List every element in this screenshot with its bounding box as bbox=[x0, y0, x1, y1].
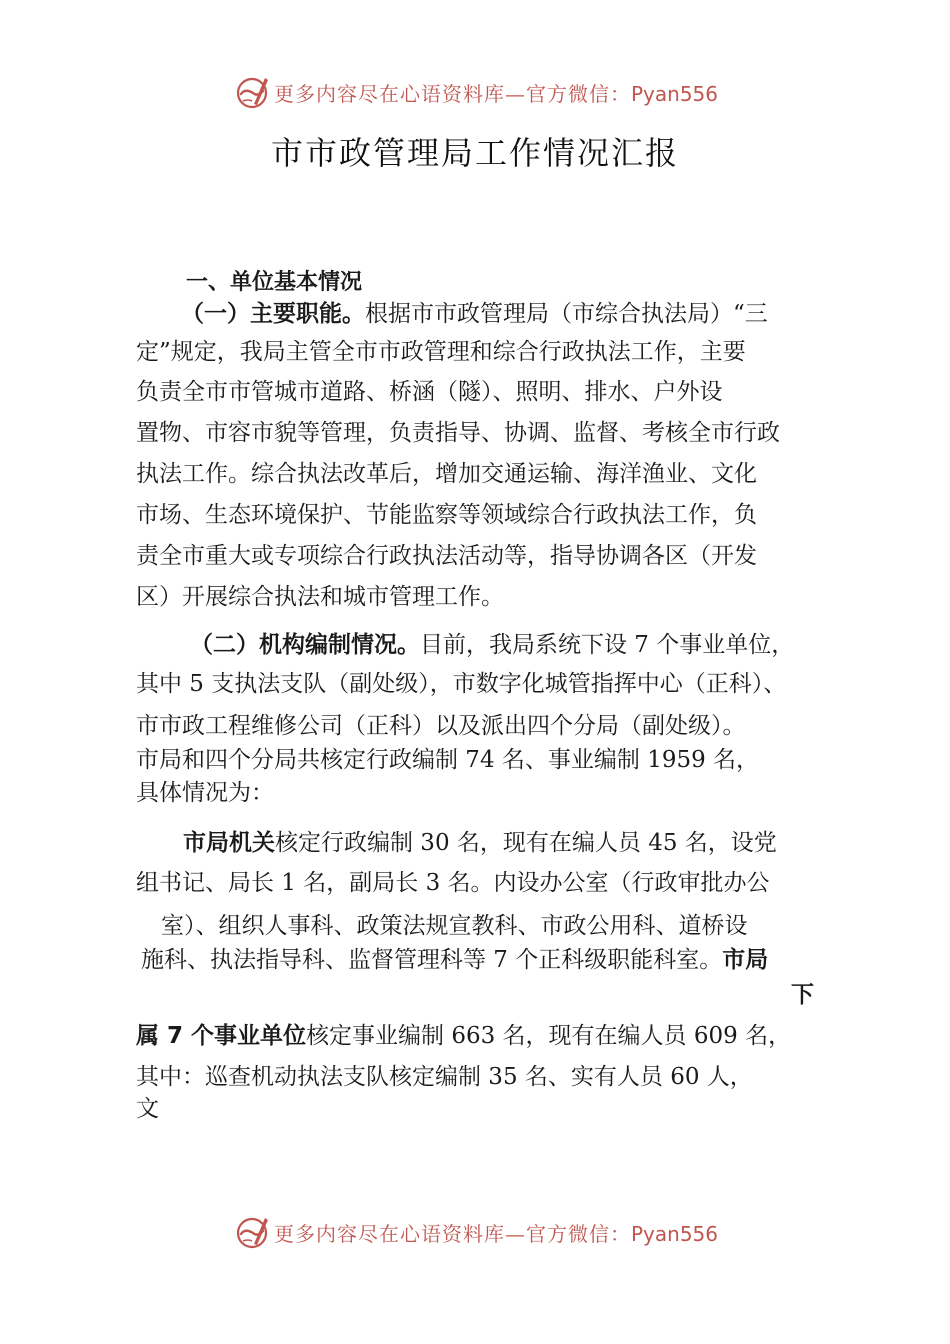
paragraph-line: （一）主要职能。根据市市政管理局（市综合执法局）“三 bbox=[181, 301, 768, 327]
paragraph-line: 定”规定，我局主管全市市政管理和综合行政执法工作，主要 bbox=[136, 339, 746, 365]
bold-phrase: 市局 bbox=[722, 947, 769, 973]
paragraph-line: 市局机关核定行政编制 30 名，现有在编人员 45 名，设党 bbox=[183, 830, 777, 856]
footer-watermark bbox=[234, 1214, 718, 1250]
paragraph-line: 市市政工程维修公司（正科）以及派出四个分局（副处级）。 bbox=[136, 713, 746, 739]
quill-logo-icon bbox=[234, 74, 270, 110]
paragraph-line: 市场、生态环境保护、节能监察等领域综合行政执法工作，负 bbox=[136, 502, 757, 528]
paragraph-line: 具体情况为： bbox=[136, 780, 274, 806]
paragraph-lead: 市局机关 bbox=[183, 830, 275, 856]
watermark-text: 更多内容尽在心语资料库—官方微信：Pyan556 bbox=[274, 81, 719, 106]
header-watermark bbox=[234, 74, 718, 110]
paragraph-line: 负责全市市管城市道路、桥涵（隧）、照明、排水、户外设 bbox=[136, 379, 723, 405]
paragraph-line: 责全市重大或专项综合行政执法活动等，指导协调各区（开发 bbox=[136, 543, 757, 569]
watermark-wechat-id: Pyan556 bbox=[631, 1221, 719, 1246]
bold-phrase: 属 7 个事业单位 bbox=[136, 1023, 307, 1049]
quill-logo-icon bbox=[234, 1214, 270, 1250]
paragraph-line: 区）开展综合执法和城市管理工作。 bbox=[136, 584, 504, 610]
paragraph-lead: （二）机构编制情况。 bbox=[190, 632, 420, 658]
watermark-wechat-id: Pyan556 bbox=[631, 81, 719, 106]
paragraph-line: 市局和四个分局共核定行政编制 74 名、事业编制 1959 名， bbox=[136, 747, 760, 773]
document-title: 市市政管理局工作情况汇报 bbox=[270, 134, 679, 172]
paragraph-line: 执法工作。综合执法改革后，增加交通运输、海洋渔业、文化 bbox=[136, 461, 757, 487]
paragraph-line: 文 bbox=[136, 1096, 159, 1122]
paragraph-lead: （一）主要职能。 bbox=[181, 301, 365, 327]
paragraph-line: 施科、执法指导科、监督管理科等 7 个正科级职能科室。市局 bbox=[141, 947, 769, 973]
paragraph-line: 置物、市容市貌等管理，负责指导、协调、监督、考核全市行政 bbox=[136, 420, 780, 446]
paragraph-line: 组书记、局长 1 名，副局长 3 名。内设办公室（行政审批办公 bbox=[136, 870, 770, 896]
bold-phrase: 下 bbox=[791, 982, 814, 1008]
paragraph-line: 室）、组织人事科、政策法规宣教科、市政公用科、道桥设 bbox=[161, 913, 748, 939]
section-heading: 一、单位基本情况 bbox=[186, 270, 363, 295]
paragraph-line: 属 7 个事业单位核定事业编制 663 名，现有在编人员 609 名， bbox=[136, 1023, 792, 1049]
paragraph-line: （二）机构编制情况。目前，我局系统下设 7 个事业单位， bbox=[190, 632, 795, 658]
watermark-text: 更多内容尽在心语资料库—官方微信：Pyan556 bbox=[274, 1221, 719, 1246]
paragraph-line: 其中：巡查机动执法支队核定编制 35 名、实有人员 60 人， bbox=[136, 1064, 753, 1090]
paragraph-line: 其中 5 支执法支队（副处级），市数字化城管指挥中心（正科）、 bbox=[136, 671, 787, 697]
